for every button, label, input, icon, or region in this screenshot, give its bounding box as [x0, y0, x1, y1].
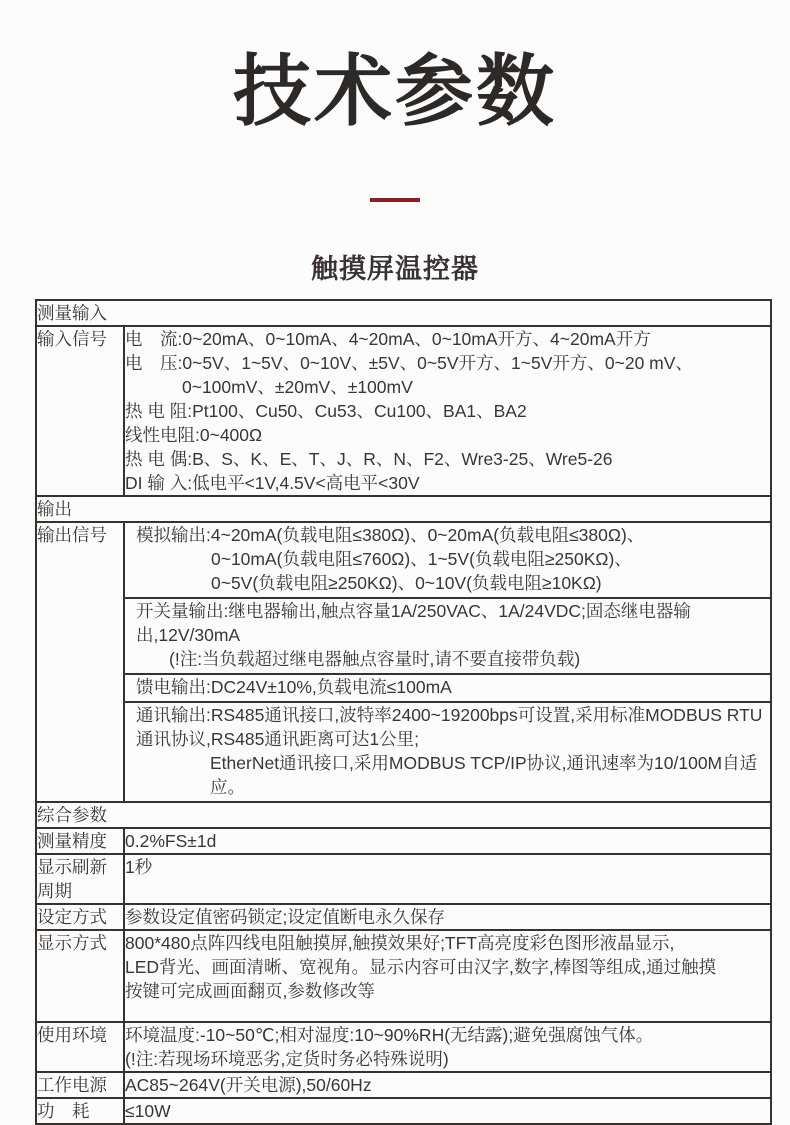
spec-line: 线性电阻:0~400Ω	[125, 425, 263, 445]
spec-line: 800*480点阵四线电阻触摸屏,触摸效果好;TFT高亮度彩色图形液晶显示,	[125, 933, 675, 953]
product-subtitle: 触摸屏温控器	[311, 254, 479, 284]
row-label-accuracy: 测量精度	[36, 828, 124, 854]
spec-row-power-supply	[36, 1072, 771, 1098]
spec-row-power-consumption	[36, 1098, 771, 1124]
label-line: 显示刷新	[37, 857, 107, 877]
spec-line: 馈电输出:DC24V±10%,负载电流≤100mA	[136, 677, 452, 697]
spec-table	[35, 299, 772, 1125]
spec-row-output-signal	[36, 522, 771, 802]
spec-row-setting-method	[36, 904, 771, 930]
subrow-feed-output	[125, 673, 770, 701]
spec-line: 参数设定值密码锁定;设定值断电永久保存	[125, 907, 445, 927]
spec-line: (!注:当负载超过继电器触点容量时,请不要直接带负载)	[169, 649, 581, 669]
accuracy-value	[124, 828, 771, 854]
spec-line: 环境温度:-10~50℃;相对湿度:10~90%RH(无结露);避免强腐蚀气体。	[125, 1025, 654, 1045]
spec-line: 1秒	[125, 857, 153, 877]
environment-value	[124, 1022, 771, 1072]
spec-line: 0~100mV、±20mV、±100mV	[182, 377, 413, 397]
power-consumption-value	[124, 1098, 771, 1124]
row-label-refresh-period	[36, 854, 124, 904]
spec-row-accuracy	[36, 828, 771, 854]
row-label-display-method: 显示方式	[36, 930, 124, 1022]
section-header-general-params: 综合参数	[36, 802, 771, 828]
row-label-environment: 使用环境	[36, 1022, 124, 1072]
output-signal-value	[124, 522, 771, 802]
spec-line: 电 压:0~5V、1~5V、0~10V、±5V、0~5V开方、1~5V开方、0~20 mV、	[125, 353, 693, 373]
spec-line: 热 电 阻:Pt100、Cu50、Cu53、Cu100、BA1、BA2	[125, 401, 527, 421]
spec-line: DI 输 入:低电平<1V,4.5V<高电平<30V	[125, 473, 420, 493]
spec-line: 模拟输出:4~20mA(负载电阻≤380Ω)、0~20mA(负载电阻≤380Ω)、	[136, 525, 645, 545]
spec-line: 热 电 偶:B、S、K、E、T、J、R、N、F2、Wre3-25、Wre5-26	[125, 449, 613, 469]
section-row-general-params	[36, 802, 771, 828]
spec-line: ≤10W	[125, 1101, 171, 1121]
label-line: 周期	[37, 881, 72, 901]
subrow-switch-output	[125, 597, 770, 673]
accent-divider	[370, 198, 420, 202]
subrow-comm-output	[125, 701, 770, 801]
spec-row-environment	[36, 1022, 771, 1072]
spec-line: 通讯输出:RS485通讯接口,波特率2400~19200bps可设置,采用标准MODBUS RTU	[136, 705, 763, 725]
section-row-measurement-input	[36, 300, 771, 326]
display-method-value	[124, 930, 771, 1022]
row-label-power-supply: 工作电源	[36, 1072, 124, 1098]
spec-line: AC85~264V(开关电源),50/60Hz	[125, 1075, 372, 1095]
spec-line: 0.2%FS±1d	[125, 831, 217, 851]
spec-line: 按键可完成画面翻页,参数修改等	[125, 981, 375, 1001]
section-header-measurement-input: 测量输入	[36, 300, 771, 326]
row-label-output-signal: 输出信号	[36, 522, 124, 802]
setting-method-value	[124, 904, 771, 930]
spec-line: 开关量输出:继电器输出,触点容量1A/250VAC、1A/24VDC;固态继电器输出,12V/30mA	[136, 601, 691, 645]
spec-line: 0~10mA(负载电阻≤760Ω)、1~5V(负载电阻≥250KΩ)、	[211, 549, 632, 569]
section-header-output: 输出	[36, 496, 771, 522]
spec-row-refresh-period	[36, 854, 771, 904]
row-label-power-consumption: 功 耗	[36, 1098, 124, 1124]
row-label-setting-method: 设定方式	[36, 904, 124, 930]
power-supply-value	[124, 1072, 771, 1098]
spec-line: (!注:若现场环境恶劣,定货时务必特殊说明)	[125, 1049, 449, 1069]
page-title: 技术参数	[232, 47, 557, 135]
section-row-output	[36, 496, 771, 522]
spec-row-display-method	[36, 930, 771, 1022]
row-label-input-signal: 输入信号	[36, 326, 124, 496]
spec-row-input-signal	[36, 326, 771, 496]
spec-line: EtherNet通讯接口,采用MODBUS TCP/IP协议,通讯速率为10/100M自适应。	[210, 753, 758, 797]
refresh-period-value	[124, 854, 771, 904]
spec-line: 电 流:0~20mA、0~10mA、4~20mA、0~10mA开方、4~20mA开方	[125, 329, 651, 349]
spec-line: 0~5V(负载电阻≥250KΩ)、0~10V(负载电阻≥10KΩ)	[211, 573, 602, 593]
spec-line: LED背光、画面清晰、宽视角。显示内容可由汉字,数字,棒图等组成,通过触摸	[125, 957, 717, 977]
subrow-analog-output	[125, 523, 770, 597]
spec-line: 通讯协议,RS485通讯距离可达1公里;	[136, 729, 419, 749]
input-signal-value	[124, 326, 771, 496]
